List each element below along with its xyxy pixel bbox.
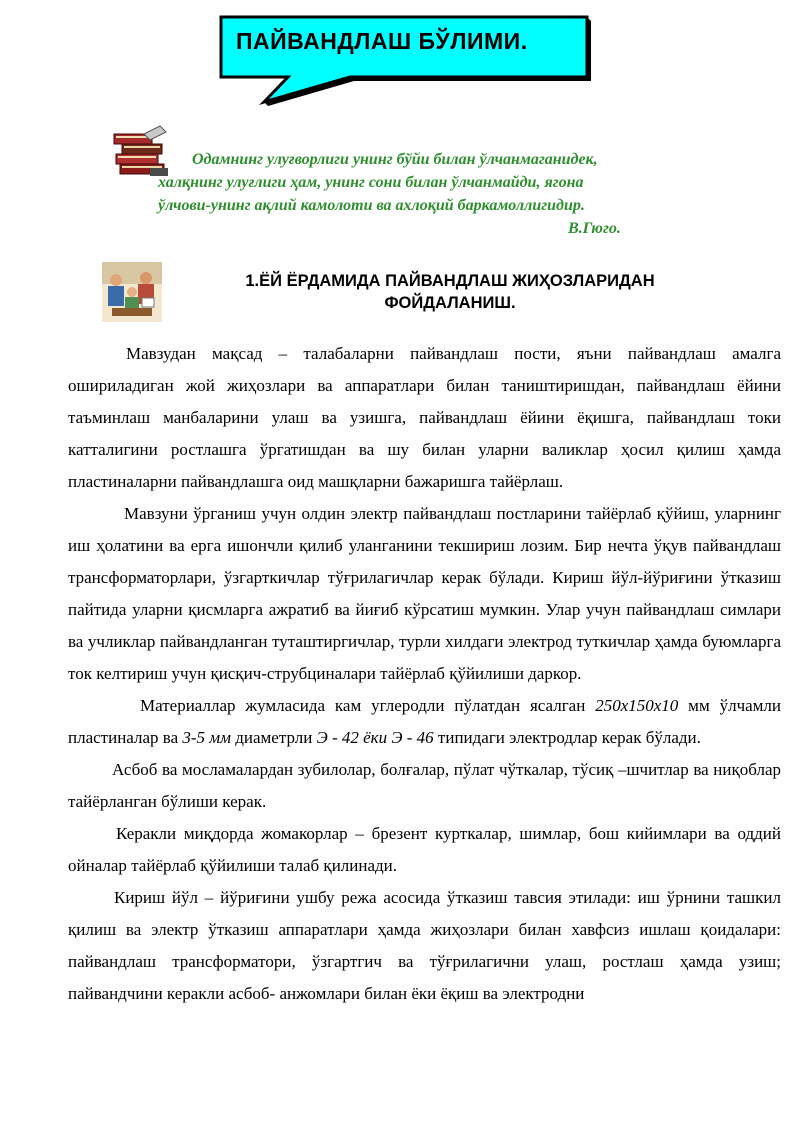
- section-heading-line: 1.ЁЙ ЁРДАМИДА ПАЙВАНДЛАШ ЖИҲОЗЛАРИДАН: [245, 272, 655, 290]
- paragraph-text: типидаги электродлар керак бўлади.: [433, 728, 701, 747]
- paragraph: Мавзудан мақсад – талабаларни пайвандлаш пости, яъни пайвандлаш амалга ошириладиган жой жиҳозлари ва аппаратлари билан таништиришдан, пайвандлаш ёйини таъминлаш манбаларини улаш ва узишга, пайвандлаш ёйини ёқишга, пайвандлаш токи катталигини ростлашга ўргатишдан ва шу билан уларни валиклар ҳосил қилиш ҳамда пластиналарни пайвандлашга оид машқларни бажаришга тайёрлаш.: [68, 344, 781, 491]
- title-callout: [218, 14, 594, 110]
- paragraph-text: Материаллар жумласида кам углеродли пўлатдан ясалган: [140, 696, 596, 715]
- body-text: [68, 338, 781, 1010]
- paragraph: Мавзуни ўрганиш учун олдин электр пайвандлаш постларини тайёрлаб қўйиш, уларнинг иш ҳолатини ва ерга ишончли қилиб уланганини текшириш лозим. Бир нечта ўқув пайвандлаш трансформаторлари, ўзгарткичлар тўғрилагичлар керак бўлади. Кириш йўл-йўриғини ўтказиш пайтида уларни қисмларга ажратиб ва йиғиб кўрсатиш мумкин. Улар учун пайвандлаш симлари ва учликлар пайвандланган туташтиргичлар, турли хилдаги электрод туткичлар ҳамда буюмларга ток келтириш учун қисқич-струбциналари тайёрлаб қўйилиши даркор.: [68, 504, 781, 683]
- quote-author: В.Гюго.: [568, 220, 621, 237]
- people-meeting-icon: [102, 262, 162, 327]
- electrode-type-value: Э - 42 ёки Э - 46: [316, 728, 434, 747]
- diameter-value: 3-5 мм: [182, 728, 231, 747]
- quote-line: халқнинг улуғлиги ҳам, унинг сони билан ўлчанмайди, ягона: [158, 174, 584, 191]
- dimensions-value: 250х150х10: [595, 696, 679, 715]
- epigraph-quote: [150, 148, 690, 240]
- paragraph: Асбоб ва мосламалардан зубилолар, болғалар, пўлат чўткалар, тўсиқ –шчитлар ва ниқоблар тайёрланган бўлиши керак.: [68, 760, 781, 811]
- paragraph: Кириш йўл – йўриғини ушбу режа асосида ўтказиш тавсия этилади: иш ўрнини ташкил қилиш ва электр ўтказиш аппаратлари ҳамда жиҳозлари билан хавфсиз ишлаш қоидалари: пайвандлаш трансформатори, ўзгартгич ва тўғрилагични улаш, ростлаш ҳамда узиш; пайвандчини керакли асбоб- анжомлари билан ёки ёқиш ва электродни: [68, 888, 781, 1003]
- quote-line: Одамнинг улуғворлиги унинг бўйи билан ўлчанмаганидек,: [192, 151, 598, 168]
- quote-line: ўлчови-унинг ақлий камолоти ва ахлоқий баркамоллигидир.: [158, 197, 585, 214]
- section-heading: [180, 270, 720, 314]
- page-title: ПАЙВАНДЛАШ БЎЛИМИ.: [236, 28, 528, 54]
- paragraph: [68, 690, 781, 754]
- section-heading-line: ФОЙДАЛАНИШ.: [384, 294, 516, 312]
- paragraph: Керакли миқдорда жомакорлар – брезент курткалар, шимлар, бош кийимлари ва оддий ойналар тайёрлаб қўйилиши талаб қилинади.: [68, 824, 781, 875]
- paragraph-text: диаметрли: [230, 728, 317, 747]
- paragraph-text: мм ўлчамли пластиналар ва: [68, 696, 781, 747]
